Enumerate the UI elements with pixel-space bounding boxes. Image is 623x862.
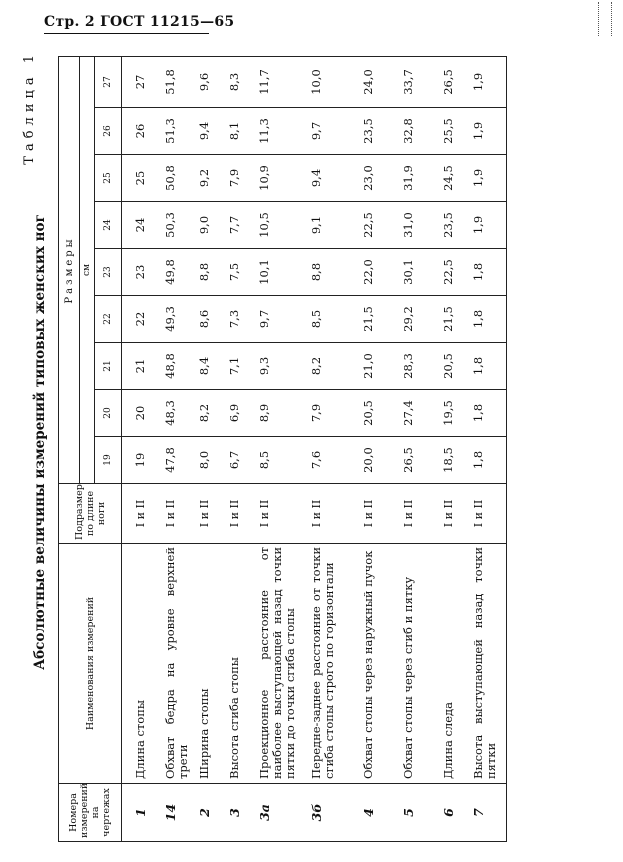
column-header-subsize: Подразмер по длине ноги <box>59 484 122 544</box>
row-name: Обхват бедра на уровне верхней трети <box>164 544 198 784</box>
page-header <box>44 14 235 34</box>
value-cell: 10,1 <box>258 249 310 296</box>
row-number: 6 <box>442 784 472 842</box>
value-cell: 50,8 <box>164 155 198 202</box>
value-cell: 21,5 <box>442 296 472 343</box>
value-cell: 1,8 <box>472 343 507 390</box>
value-cell: 7,1 <box>228 343 258 390</box>
table-row <box>164 56 198 841</box>
value-cell: 20,5 <box>442 343 472 390</box>
value-cell: 22 <box>134 296 164 343</box>
value-cell: 33,7 <box>402 56 442 107</box>
row-name: Длина следа <box>442 544 472 784</box>
value-cell: 6,9 <box>228 390 258 437</box>
table-row <box>442 56 472 841</box>
size-header: 25 <box>95 155 122 202</box>
value-cell: 20,5 <box>362 390 402 437</box>
value-cell: 7,3 <box>228 296 258 343</box>
value-cell: 8,5 <box>310 296 362 343</box>
value-cell: 8,5 <box>258 437 310 484</box>
row-subsize: I и II <box>442 484 472 544</box>
scan-edge-mark <box>598 2 612 36</box>
row-name: Проекционное расстояние от наиболее выступающей назад точки пятки до точки сгиба стопы <box>258 544 310 784</box>
value-cell: 10,5 <box>258 202 310 249</box>
row-subsize: I и II <box>362 484 402 544</box>
value-cell: 24,0 <box>362 56 402 107</box>
value-cell: 49,3 <box>164 296 198 343</box>
value-cell: 26,5 <box>442 56 472 107</box>
value-cell: 20,0 <box>362 437 402 484</box>
value-cell: 8,8 <box>310 249 362 296</box>
row-number: 4 <box>362 784 402 842</box>
table-row <box>362 56 402 841</box>
value-cell: 6,7 <box>228 437 258 484</box>
value-cell: 8,6 <box>198 296 228 343</box>
value-cell: 9,0 <box>198 202 228 249</box>
value-cell: 23,5 <box>362 108 402 155</box>
value-cell: 26,5 <box>402 437 442 484</box>
size-header: 26 <box>95 108 122 155</box>
row-number: 1 <box>134 784 164 842</box>
row-number: 3б <box>310 784 362 842</box>
value-cell: 8,2 <box>198 390 228 437</box>
value-cell: 9,6 <box>198 56 228 107</box>
value-cell: 10,0 <box>310 56 362 107</box>
value-cell: 1,8 <box>472 437 507 484</box>
size-header: 24 <box>95 202 122 249</box>
row-number: 14 <box>164 784 198 842</box>
value-cell: 21,5 <box>362 296 402 343</box>
value-cell: 21,0 <box>362 343 402 390</box>
value-cell: 9,4 <box>310 155 362 202</box>
header-rule <box>44 33 209 34</box>
size-header: 20 <box>95 390 122 437</box>
value-cell: 49,8 <box>164 249 198 296</box>
row-name: Обхват стопы через наружный пучок <box>362 544 402 784</box>
table-caption <box>20 42 54 842</box>
table-row <box>258 56 310 841</box>
table-row <box>402 56 442 841</box>
table-row <box>472 56 507 841</box>
value-cell: 19,5 <box>442 390 472 437</box>
column-header-name: Наименования измерений <box>59 544 122 784</box>
value-cell: 30,1 <box>402 249 442 296</box>
value-cell: 9,2 <box>198 155 228 202</box>
value-cell: 8,2 <box>310 343 362 390</box>
value-cell: 48,3 <box>164 390 198 437</box>
value-cell: 19 <box>134 437 164 484</box>
column-header-unit: см <box>80 56 95 483</box>
column-header-sizes-group: Размеры <box>59 56 80 483</box>
value-cell: 8,9 <box>258 390 310 437</box>
row-subsize: I и II <box>164 484 198 544</box>
value-cell: 20 <box>134 390 164 437</box>
value-cell: 1,9 <box>472 56 507 107</box>
value-cell: 7,9 <box>310 390 362 437</box>
size-header: 21 <box>95 343 122 390</box>
row-subsize: I и II <box>258 484 310 544</box>
size-header: 19 <box>95 437 122 484</box>
value-cell: 7,9 <box>228 155 258 202</box>
value-cell: 21 <box>134 343 164 390</box>
value-cell: 22,5 <box>362 202 402 249</box>
value-cell: 1,9 <box>472 155 507 202</box>
row-number: 2 <box>198 784 228 842</box>
page-reference: Стр. 2 ГОСТ 11215—65 <box>44 14 235 30</box>
row-name: Высота выступающей назад точки пятки <box>472 544 507 784</box>
value-cell: 1,8 <box>472 249 507 296</box>
table-row <box>134 56 164 841</box>
value-cell: 1,9 <box>472 202 507 249</box>
value-cell: 18,5 <box>442 437 472 484</box>
row-name: Ширина стопы <box>198 544 228 784</box>
table-row <box>198 56 228 841</box>
value-cell: 26 <box>134 108 164 155</box>
size-header: 23 <box>95 249 122 296</box>
value-cell: 9,4 <box>198 108 228 155</box>
table-title: Абсолютные величины измерений типовых женских ног <box>32 214 48 670</box>
value-cell: 8,8 <box>198 249 228 296</box>
value-cell: 8,4 <box>198 343 228 390</box>
value-cell: 7,6 <box>310 437 362 484</box>
row-subsize: I и II <box>472 484 507 544</box>
value-cell: 22,5 <box>442 249 472 296</box>
table-row <box>228 56 258 841</box>
row-subsize: I и II <box>228 484 258 544</box>
value-cell: 47,8 <box>164 437 198 484</box>
row-name: Передне-заднее расстояние от точки сгиба стопы строго по горизонтали <box>310 544 362 784</box>
value-cell: 9,1 <box>310 202 362 249</box>
value-cell: 50,3 <box>164 202 198 249</box>
value-cell: 9,7 <box>258 296 310 343</box>
value-cell: 8,0 <box>198 437 228 484</box>
value-cell: 27,4 <box>402 390 442 437</box>
row-number: 7 <box>472 784 507 842</box>
row-subsize: I и II <box>198 484 228 544</box>
value-cell: 10,9 <box>258 155 310 202</box>
value-cell: 11,3 <box>258 108 310 155</box>
row-subsize: I и II <box>402 484 442 544</box>
row-subsize: I и II <box>310 484 362 544</box>
value-cell: 1,8 <box>472 296 507 343</box>
value-cell: 51,8 <box>164 56 198 107</box>
measurements-table <box>58 56 507 842</box>
value-cell: 25 <box>134 155 164 202</box>
value-cell: 24 <box>134 202 164 249</box>
value-cell: 1,8 <box>472 390 507 437</box>
column-header-number: Номера измерений на чертежах <box>59 784 122 842</box>
value-cell: 23 <box>134 249 164 296</box>
value-cell: 9,7 <box>310 108 362 155</box>
table-row <box>310 56 362 841</box>
size-header: 22 <box>95 296 122 343</box>
value-cell: 1,9 <box>472 108 507 155</box>
row-name: Длина стопы <box>134 544 164 784</box>
value-cell: 8,1 <box>228 108 258 155</box>
row-name: Обхват стопы через сгиб и пятку <box>402 544 442 784</box>
row-subsize: I и II <box>134 484 164 544</box>
row-number: 3а <box>258 784 310 842</box>
size-header: 27 <box>95 56 122 107</box>
value-cell: 25,5 <box>442 108 472 155</box>
value-cell: 31,0 <box>402 202 442 249</box>
value-cell: 32,8 <box>402 108 442 155</box>
value-cell: 8,3 <box>228 56 258 107</box>
value-cell: 23,5 <box>442 202 472 249</box>
value-cell: 31,9 <box>402 155 442 202</box>
rotated-table-area <box>20 42 610 842</box>
value-cell: 23,0 <box>362 155 402 202</box>
table-label: Таблица 1 <box>22 50 37 165</box>
value-cell: 29,2 <box>402 296 442 343</box>
row-number: 3 <box>228 784 258 842</box>
value-cell: 7,7 <box>228 202 258 249</box>
value-cell: 7,5 <box>228 249 258 296</box>
row-name: Высота сгиба стопы <box>228 544 258 784</box>
row-number: 5 <box>402 784 442 842</box>
value-cell: 51,3 <box>164 108 198 155</box>
value-cell: 24,5 <box>442 155 472 202</box>
value-cell: 28,3 <box>402 343 442 390</box>
value-cell: 27 <box>134 56 164 107</box>
value-cell: 48,8 <box>164 343 198 390</box>
value-cell: 22,0 <box>362 249 402 296</box>
value-cell: 9,3 <box>258 343 310 390</box>
value-cell: 11,7 <box>258 56 310 107</box>
